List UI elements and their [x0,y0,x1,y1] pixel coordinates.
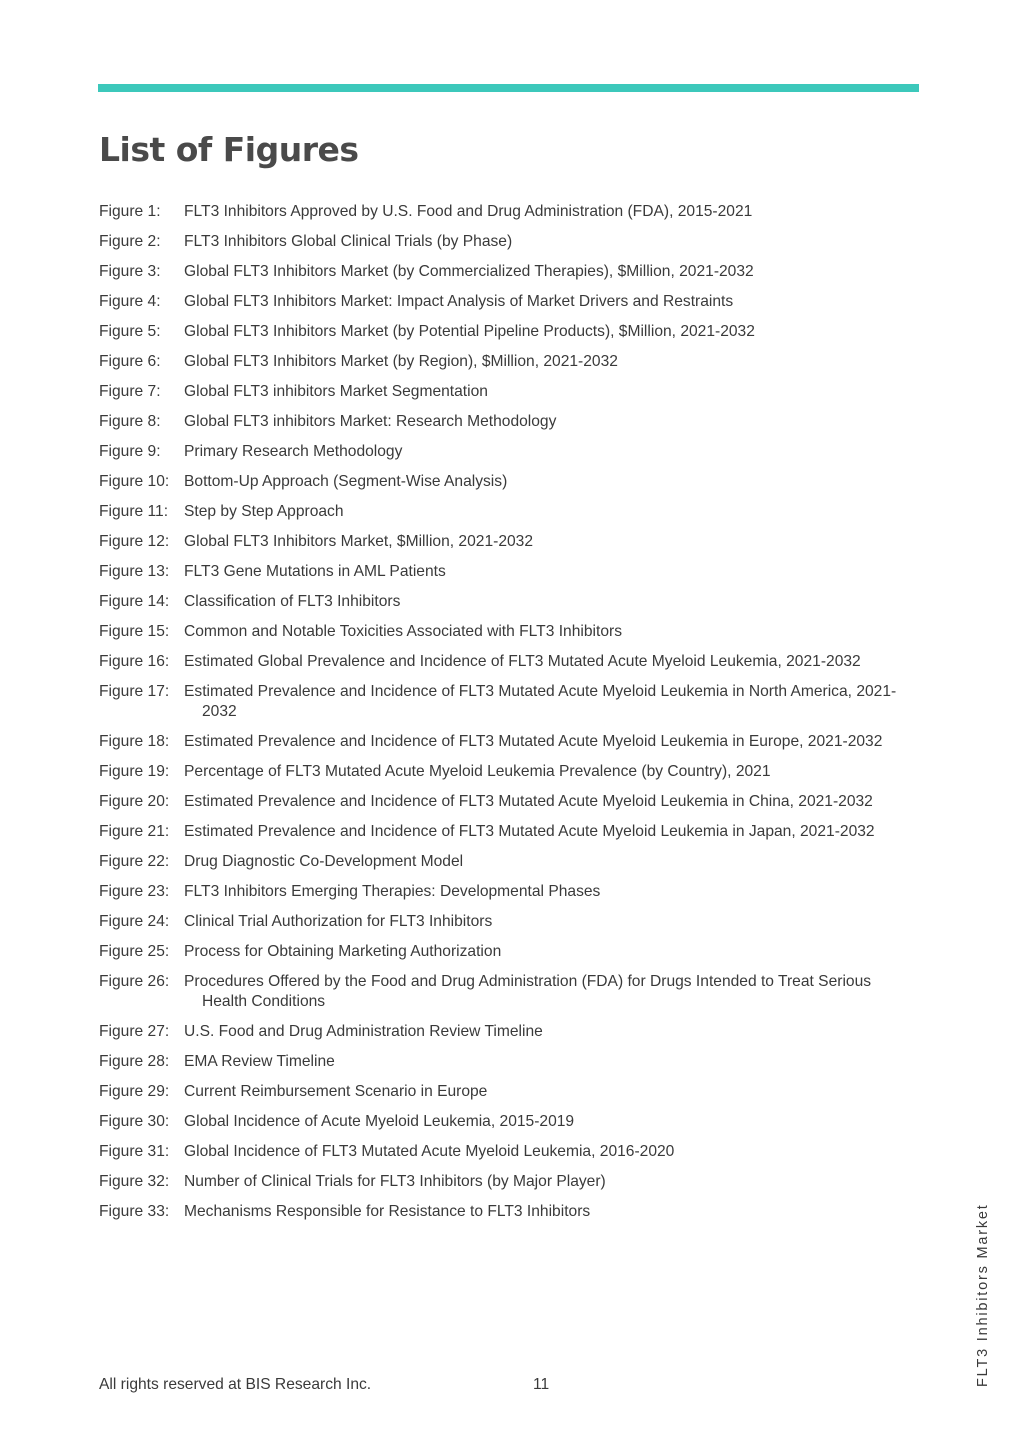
figure-caption: FLT3 Inhibitors Global Clinical Trials (by Phase) [184,233,513,250]
figure-caption: Procedures Offered by the Food and Drug Administration (FDA) for Drugs Intended to Treat Serious Health Conditions [184,973,872,1010]
figure-caption: Classification of FLT3 Inhibitors [184,593,401,610]
figure-caption: Process for Obtaining Marketing Authorization [184,943,502,960]
figure-caption: Global Incidence of FLT3 Mutated Acute Myeloid Leukemia, 2016-2020 [184,1143,675,1160]
figure-list-item [99,322,899,342]
figure-caption: FLT3 Inhibitors Emerging Therapies: Developmental Phases [184,883,601,900]
figure-list-item [99,972,899,1012]
figure-caption: U.S. Food and Drug Administration Review Timeline [184,1023,543,1040]
figure-list-item [99,912,899,932]
figure-list-item [99,442,899,462]
figure-number: Figure 11: [99,503,169,520]
figure-caption: Estimated Prevalence and Incidence of FLT3 Mutated Acute Myeloid Leukemia in Japan, 2021-2032 [184,823,875,840]
figure-number: Figure 15: [99,623,170,640]
figure-caption: Global FLT3 inhibitors Market Segmentation [184,383,488,400]
figure-caption: Number of Clinical Trials for FLT3 Inhibitors (by Major Player) [184,1173,606,1190]
figure-list-item [99,1142,899,1162]
figure-number: Figure 6: [99,353,161,370]
figure-caption: Mechanisms Responsible for Resistance to FLT3 Inhibitors [184,1203,591,1220]
figure-caption: Step by Step Approach [184,503,344,520]
figure-number: Figure 21: [99,823,170,840]
page-title: List of Figures [99,130,359,169]
figure-list-item [99,1172,899,1192]
figure-number: Figure 8: [99,413,161,430]
figure-list-item [99,262,899,282]
figure-number: Figure 1: [99,203,161,220]
figure-number: Figure 25: [99,943,170,960]
figure-list-item [99,682,899,722]
figure-list-item [99,232,899,252]
figure-caption: Global FLT3 Inhibitors Market (by Region), $Million, 2021-2032 [184,353,618,370]
figure-list-item [99,1082,899,1102]
figure-caption: Global FLT3 inhibitors Market: Research Methodology [184,413,557,430]
page-number: 11 [533,1376,550,1393]
figure-number: Figure 3: [99,263,161,280]
header-accent-rule [98,84,919,92]
figure-number: Figure 29: [99,1083,170,1100]
figure-number: Figure 28: [99,1053,170,1070]
figure-number: Figure 10: [99,473,170,490]
figure-number: Figure 12: [99,533,170,550]
figure-caption: Primary Research Methodology [184,443,403,460]
figure-list-item [99,822,899,842]
figure-caption: Bottom-Up Approach (Segment-Wise Analysis) [184,473,508,490]
figure-list-item [99,502,899,522]
figure-list-item [99,882,899,902]
figure-caption: Global Incidence of Acute Myeloid Leukemia, 2015-2019 [184,1113,575,1130]
figure-caption: Percentage of FLT3 Mutated Acute Myeloid Leukemia Prevalence (by Country), 2021 [184,763,771,780]
figure-number: Figure 17: [99,683,170,700]
figure-caption: FLT3 Gene Mutations in AML Patients [184,563,446,580]
figure-caption: Estimated Prevalence and Incidence of FLT3 Mutated Acute Myeloid Leukemia in Europe, 2021-2032 [184,733,883,750]
figure-list-item [99,532,899,552]
figure-number: Figure 5: [99,323,161,340]
figure-number: Figure 7: [99,383,161,400]
figure-list-item [99,732,899,752]
figure-caption: EMA Review Timeline [184,1053,335,1070]
figure-list-item [99,472,899,492]
figure-number: Figure 14: [99,593,170,610]
figure-number: Figure 22: [99,853,170,870]
figure-number: Figure 9: [99,443,161,460]
figure-caption: Estimated Global Prevalence and Incidence of FLT3 Mutated Acute Myeloid Leukemia, 2021-2032 [184,653,861,670]
figure-list-item [99,412,899,432]
figure-list-item [99,792,899,812]
figure-caption: Global FLT3 Inhibitors Market: Impact Analysis of Market Drivers and Restraints [184,293,734,310]
figure-caption: Estimated Prevalence and Incidence of FLT3 Mutated Acute Myeloid Leukemia in North America, 2021-2032 [184,683,897,720]
side-running-title: FLT3 Inhibitors Market [975,1203,991,1387]
figure-caption: Estimated Prevalence and Incidence of FLT3 Mutated Acute Myeloid Leukemia in China, 2021-2032 [184,793,873,810]
figure-caption: Current Reimbursement Scenario in Europe [184,1083,488,1100]
figure-list-item [99,1052,899,1072]
figure-list-item [99,202,899,222]
figure-number: Figure 30: [99,1113,170,1130]
figure-list-item [99,622,899,642]
figure-number: Figure 23: [99,883,170,900]
figure-list-item [99,1112,899,1132]
figure-list-item [99,852,899,872]
figure-number: Figure 2: [99,233,161,250]
figure-number: Figure 31: [99,1143,170,1160]
figure-list-item [99,942,899,962]
figure-list-item [99,1022,899,1042]
figure-list-item [99,292,899,312]
figure-list-item [99,1202,899,1222]
figure-caption: Global FLT3 Inhibitors Market, $Million, 2021-2032 [184,533,534,550]
figure-caption: Common and Notable Toxicities Associated with FLT3 Inhibitors [184,623,622,640]
figure-caption: Clinical Trial Authorization for FLT3 Inhibitors [184,913,493,930]
figure-number: Figure 16: [99,653,170,670]
figure-list-item [99,562,899,582]
figure-number: Figure 13: [99,563,170,580]
figure-number: Figure 18: [99,733,170,750]
figure-list-item [99,762,899,782]
figure-list [99,202,899,1232]
figure-caption: Global FLT3 Inhibitors Market (by Commercialized Therapies), $Million, 2021-2032 [184,263,754,280]
figure-list-item [99,382,899,402]
figure-number: Figure 27: [99,1023,170,1040]
figure-number: Figure 32: [99,1173,170,1190]
figure-list-item [99,352,899,372]
figure-number: Figure 24: [99,913,170,930]
figure-number: Figure 19: [99,763,170,780]
figure-list-item [99,652,899,672]
figure-caption: Drug Diagnostic Co-Development Model [184,853,464,870]
figure-number: Figure 33: [99,1203,170,1220]
figure-caption: FLT3 Inhibitors Approved by U.S. Food and Drug Administration (FDA), 2015-2021 [184,203,753,220]
figure-number: Figure 26: [99,973,170,990]
footer-copyright: All rights reserved at BIS Research Inc. [99,1376,372,1393]
figure-number: Figure 20: [99,793,170,810]
figure-caption: Global FLT3 Inhibitors Market (by Potential Pipeline Products), $Million, 2021-2032 [184,323,755,340]
figure-list-item [99,592,899,612]
figure-number: Figure 4: [99,293,161,310]
